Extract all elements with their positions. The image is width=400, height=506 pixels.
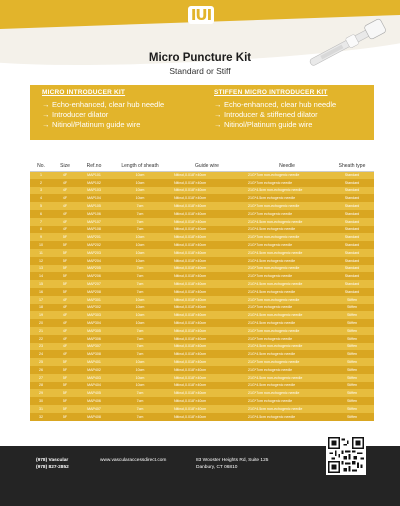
table-cell: MAP105 [78, 202, 110, 210]
table-cell: 5F [52, 405, 78, 413]
column-header: Ref.no [78, 162, 110, 171]
table-cell: MAP208 [78, 288, 110, 296]
table-cell: Standard [330, 280, 374, 288]
table-cell: MAP305 [78, 327, 110, 335]
table-cell: MAP103 [78, 187, 110, 195]
table-cell: Nitinol,0.018"×40cm [170, 389, 244, 397]
table-cell: Standard [330, 210, 374, 218]
table-cell: 9 [30, 233, 52, 241]
table-cell: 10cm [110, 304, 170, 312]
kit-heading: MICRO INTRODUCER KIT [42, 89, 126, 96]
table-cell: Nitinol,0.018"×40cm [170, 187, 244, 195]
table-row [30, 311, 374, 319]
table-cell: 8 [30, 226, 52, 234]
table-cell: Stiffen [330, 366, 374, 374]
arrow-right-icon: → [42, 100, 50, 109]
table-cell: 21G*7cm echogenic needle [244, 366, 330, 374]
table-cell: 21G*4.5cm echogenic needle [244, 226, 330, 234]
table-cell: 21G*4.5cm non-echogenic needle [244, 311, 330, 319]
table-cell: Nitinol,0.018"×40cm [170, 335, 244, 343]
table-cell: 7cm [110, 335, 170, 343]
table-cell: Standard [330, 233, 374, 241]
table-cell: Stiffen [330, 389, 374, 397]
product-table [30, 162, 374, 421]
table-cell: 5F [52, 288, 78, 296]
table-cell: 14 [30, 272, 52, 280]
table-cell: 17 [30, 296, 52, 304]
table-cell: 7cm [110, 288, 170, 296]
table-cell: MAP101 [78, 171, 110, 179]
table-cell: 21G*4.5cm non-echogenic needle [244, 343, 330, 351]
table-cell: 6 [30, 210, 52, 218]
table-cell: 10cm [110, 187, 170, 195]
page-subtitle: Standard or Stiff [169, 66, 231, 76]
table-cell: MAP104 [78, 194, 110, 202]
table-cell: Stiffen [330, 304, 374, 312]
table-row [30, 265, 374, 273]
table-cell: 19 [30, 311, 52, 319]
table-row [30, 374, 374, 382]
table-row [30, 257, 374, 265]
table-cell: 10cm [110, 233, 170, 241]
table-cell: Stiffen [330, 350, 374, 358]
table-cell: 21G*7cm non-echogenic needle [244, 327, 330, 335]
table-cell: 7cm [110, 210, 170, 218]
table-cell: MAP301 [78, 296, 110, 304]
table-cell: 10cm [110, 194, 170, 202]
table-row [30, 366, 374, 374]
table-cell: 22 [30, 335, 52, 343]
table-cell: 7cm [110, 265, 170, 273]
table-cell: 21G*7cm non-echogenic needle [244, 265, 330, 273]
table-cell: Nitinol,0.018"×40cm [170, 218, 244, 226]
table-cell: 21G*7cm non-echogenic needle [244, 296, 330, 304]
kit-micro-introducer [30, 85, 202, 140]
table-row [30, 382, 374, 390]
table-cell: 21G*4.5cm echogenic needle [244, 350, 330, 358]
table-cell: 5F [52, 249, 78, 257]
table-cell: Stiffen [330, 343, 374, 351]
table-cell: 10cm [110, 366, 170, 374]
table-cell: 30 [30, 397, 52, 405]
table-cell: 4F [52, 218, 78, 226]
table-cell: 10cm [110, 241, 170, 249]
table-row [30, 343, 374, 351]
table-row [30, 397, 374, 405]
table-cell: 25 [30, 358, 52, 366]
table-cell: Nitinol,0.018"×40cm [170, 405, 244, 413]
table-cell: 10cm [110, 249, 170, 257]
footer-website-link[interactable]: www.vascularaccessdirect.com [100, 458, 167, 463]
table-cell: 18 [30, 304, 52, 312]
table-cell: Standard [330, 171, 374, 179]
table-cell: Stiffen [330, 319, 374, 327]
table-cell: 4F [52, 350, 78, 358]
table-cell: MAP108 [78, 226, 110, 234]
table-row [30, 226, 374, 234]
table-cell: Nitinol,0.018"×40cm [170, 319, 244, 327]
table-cell: MAP307 [78, 343, 110, 351]
table-cell: 5F [52, 358, 78, 366]
column-header: Needle [244, 162, 330, 171]
table-cell: 4 [30, 194, 52, 202]
brand-logo: IUI [188, 6, 214, 24]
table-cell: 4F [52, 194, 78, 202]
table-cell: Standard [330, 272, 374, 280]
table-cell: 10cm [110, 311, 170, 319]
table-cell: 4F [52, 296, 78, 304]
table-cell: 15 [30, 280, 52, 288]
table-cell: MAP203 [78, 249, 110, 257]
table-cell: 4F [52, 179, 78, 187]
table-cell: Nitinol,0.018"×40cm [170, 257, 244, 265]
footer-phone: (978) Vascular (978) 827-2852 [36, 458, 69, 470]
kit-feature: → Echo-enhanced, clear hub needle [42, 100, 165, 109]
kit-features-panel [30, 85, 374, 140]
arrow-right-icon: → [214, 110, 222, 119]
table-cell: 4F [52, 187, 78, 195]
table-cell: 10cm [110, 382, 170, 390]
column-header: Guide wire [170, 162, 244, 171]
table-cell: Standard [330, 218, 374, 226]
table-cell: 7cm [110, 280, 170, 288]
footer-address: 83 Wooster Heights Rd, Suite 125 Danbury, CT 06810 [196, 458, 269, 470]
table-cell: 21G*4.5cm non-echogenic needle [244, 374, 330, 382]
table-cell: MAP406 [78, 397, 110, 405]
table-cell: 13 [30, 265, 52, 273]
table-cell: Stiffen [330, 374, 374, 382]
table-cell: 5F [52, 374, 78, 382]
table-cell: Nitinol,0.018"×40cm [170, 288, 244, 296]
table-cell: Nitinol,0.018"×40cm [170, 226, 244, 234]
table-cell: MAP207 [78, 280, 110, 288]
column-header: No. [30, 162, 52, 171]
table-cell: 21G*7cm echogenic needle [244, 304, 330, 312]
table-cell: 12 [30, 257, 52, 265]
table-cell: 2 [30, 179, 52, 187]
table-cell: 10cm [110, 374, 170, 382]
table-row [30, 288, 374, 296]
arrow-right-icon: → [214, 120, 222, 129]
table-cell: 10cm [110, 319, 170, 327]
table-cell: 28 [30, 382, 52, 390]
table-cell: 27 [30, 374, 52, 382]
table-cell: MAP202 [78, 241, 110, 249]
table-row [30, 280, 374, 288]
table-cell: 21G*7cm non-echogenic needle [244, 171, 330, 179]
table-cell: MAP205 [78, 265, 110, 273]
table-cell: 5F [52, 241, 78, 249]
table-row [30, 350, 374, 358]
table-cell: 21G*7cm non-echogenic needle [244, 233, 330, 241]
table-cell: 7cm [110, 389, 170, 397]
table-cell: 21G*4.5cm non-echogenic needle [244, 280, 330, 288]
table-cell: Nitinol,0.018"×40cm [170, 202, 244, 210]
table-cell: 5F [52, 280, 78, 288]
table-cell: 21G*4.5cm echogenic needle [244, 194, 330, 202]
table-cell: 21G*4.5cm echogenic needle [244, 288, 330, 296]
table-row [30, 210, 374, 218]
table-cell: 21G*4.5cm non-echogenic needle [244, 249, 330, 257]
table-cell: MAP304 [78, 319, 110, 327]
table-cell: Nitinol,0.018"×40cm [170, 382, 244, 390]
table-cell: Stiffen [330, 405, 374, 413]
kit-feature: → Introducer & stiffened dilator [214, 110, 318, 119]
table-cell: 7cm [110, 272, 170, 280]
table-cell: 7cm [110, 202, 170, 210]
table-cell: Nitinol,0.018"×40cm [170, 311, 244, 319]
table-cell: MAP405 [78, 389, 110, 397]
table-cell: 5F [52, 233, 78, 241]
table-row [30, 304, 374, 312]
table-cell: 21G*7cm echogenic needle [244, 272, 330, 280]
table-cell: 7cm [110, 327, 170, 335]
table-cell: 11 [30, 249, 52, 257]
table-cell: Nitinol,0.018"×40cm [170, 413, 244, 421]
table-cell: Nitinol,0.018"×40cm [170, 343, 244, 351]
table-cell: 21G*4.5cm echogenic needle [244, 382, 330, 390]
table-cell: Standard [330, 288, 374, 296]
table-cell: Nitinol,0.018"×40cm [170, 296, 244, 304]
table-cell: Nitinol,0.018"×40cm [170, 374, 244, 382]
table-cell: Standard [330, 202, 374, 210]
table-cell: 10cm [110, 358, 170, 366]
table-cell: 1 [30, 171, 52, 179]
table-cell: 21G*7cm echogenic needle [244, 397, 330, 405]
table-cell: MAP308 [78, 350, 110, 358]
table-cell: 5F [52, 366, 78, 374]
table-cell: MAP404 [78, 382, 110, 390]
table-cell: 21G*7cm echogenic needle [244, 179, 330, 187]
table-cell: MAP403 [78, 374, 110, 382]
table-cell: 7 [30, 218, 52, 226]
table-row [30, 187, 374, 195]
table-cell: Standard [330, 179, 374, 187]
table-row [30, 202, 374, 210]
table-row [30, 249, 374, 257]
table-cell: 4F [52, 210, 78, 218]
table-cell: 7cm [110, 343, 170, 351]
table-cell: 7cm [110, 218, 170, 226]
table-cell: 21 [30, 327, 52, 335]
table-cell: Stiffen [330, 413, 374, 421]
table-cell: Nitinol,0.018"×40cm [170, 171, 244, 179]
table-row [30, 218, 374, 226]
table-header-row [30, 162, 374, 171]
table-cell: Standard [330, 187, 374, 195]
table-cell: Nitinol,0.018"×40cm [170, 280, 244, 288]
table-cell: 31 [30, 405, 52, 413]
table-cell: Stiffen [330, 311, 374, 319]
table-cell: 5F [52, 272, 78, 280]
table-cell: 4F [52, 304, 78, 312]
table-row [30, 358, 374, 366]
table-row [30, 241, 374, 249]
table-cell: Stiffen [330, 327, 374, 335]
table-cell: 7cm [110, 413, 170, 421]
table-cell: 4F [52, 335, 78, 343]
table-row [30, 272, 374, 280]
table-cell: 10cm [110, 179, 170, 187]
table-cell: 21G*7cm non-echogenic needle [244, 389, 330, 397]
table-row [30, 319, 374, 327]
table-cell: Standard [330, 194, 374, 202]
table-cell: Stiffen [330, 358, 374, 366]
kit-heading: STIFFEN MICRO INTRODUCER KIT [214, 89, 328, 96]
table-cell: 21G*4.5cm echogenic needle [244, 319, 330, 327]
table-cell: Standard [330, 257, 374, 265]
table-row [30, 179, 374, 187]
table-cell: MAP303 [78, 311, 110, 319]
table-cell: 3 [30, 187, 52, 195]
table-cell: Stiffen [330, 296, 374, 304]
table-cell: 5F [52, 389, 78, 397]
table-cell: 21G*7cm echogenic needle [244, 210, 330, 218]
table-cell: 24 [30, 350, 52, 358]
table-cell: Nitinol,0.018"×40cm [170, 366, 244, 374]
table-cell: MAP302 [78, 304, 110, 312]
qr-code-icon[interactable] [326, 435, 366, 475]
table-cell: 21G*7cm echogenic needle [244, 241, 330, 249]
table-cell: 29 [30, 389, 52, 397]
table-cell: 4F [52, 311, 78, 319]
table-cell: 7cm [110, 226, 170, 234]
table-cell: Nitinol,0.018"×40cm [170, 272, 244, 280]
page-title: Micro Puncture Kit [148, 52, 252, 64]
table-cell: MAP408 [78, 413, 110, 421]
column-header: Size [52, 162, 78, 171]
table-cell: 7cm [110, 405, 170, 413]
table-cell: 7cm [110, 397, 170, 405]
table-cell: 4F [52, 171, 78, 179]
table-cell: 10cm [110, 171, 170, 179]
kit-feature: → Nitinol/Platinum guide wire [214, 120, 313, 129]
table-cell: 21G*7cm non-echogenic needle [244, 358, 330, 366]
table-cell: MAP102 [78, 179, 110, 187]
table-row [30, 296, 374, 304]
table-row [30, 194, 374, 202]
table-cell: Nitinol,0.018"×40cm [170, 194, 244, 202]
table-cell: 4F [52, 202, 78, 210]
table-cell: Nitinol,0.018"×40cm [170, 179, 244, 187]
table-cell: 21G*4.5cm echogenic needle [244, 257, 330, 265]
table-cell: 21G*4.5cm non-echogenic needle [244, 218, 330, 226]
table-cell: MAP106 [78, 210, 110, 218]
table-cell: 21G*7cm non-echogenic needle [244, 202, 330, 210]
table-cell: 4F [52, 319, 78, 327]
table-cell: 32 [30, 413, 52, 421]
table-row [30, 389, 374, 397]
table-cell: 20 [30, 319, 52, 327]
table-cell: Standard [330, 241, 374, 249]
table-cell: 26 [30, 366, 52, 374]
table-cell: MAP107 [78, 218, 110, 226]
table-cell: Stiffen [330, 335, 374, 343]
table-cell: Stiffen [330, 382, 374, 390]
table-cell: Nitinol,0.018"×40cm [170, 210, 244, 218]
table-cell: MAP204 [78, 257, 110, 265]
table-row [30, 335, 374, 343]
table-row [30, 171, 374, 179]
table-cell: Standard [330, 265, 374, 273]
table-cell: Nitinol,0.018"×40cm [170, 249, 244, 257]
arrow-right-icon: → [214, 100, 222, 109]
table-cell: MAP206 [78, 272, 110, 280]
table-cell: MAP401 [78, 358, 110, 366]
table-cell: MAP201 [78, 233, 110, 241]
kit-feature: → Echo-enhanced, clear hub needle [214, 100, 337, 109]
table-cell: 10cm [110, 257, 170, 265]
table-cell: 5F [52, 413, 78, 421]
table-cell: 5 [30, 202, 52, 210]
device-illustration-icon [300, 14, 396, 74]
table-cell: MAP407 [78, 405, 110, 413]
table-cell: 5F [52, 382, 78, 390]
table-row [30, 327, 374, 335]
table-cell: Nitinol,0.018"×40cm [170, 241, 244, 249]
column-header: Sheath type [330, 162, 374, 171]
table-cell: Nitinol,0.018"×40cm [170, 265, 244, 273]
table-row [30, 413, 374, 421]
table-cell: Nitinol,0.018"×40cm [170, 327, 244, 335]
table-cell: MAP402 [78, 366, 110, 374]
table-cell: Nitinol,0.018"×40cm [170, 233, 244, 241]
table-cell: 5F [52, 265, 78, 273]
table-cell: 16 [30, 288, 52, 296]
arrow-right-icon: → [42, 120, 50, 129]
table-cell: Nitinol,0.018"×40cm [170, 304, 244, 312]
table-cell: Nitinol,0.018"×40cm [170, 397, 244, 405]
column-header: Length of sheath [110, 162, 170, 171]
table-cell: 23 [30, 343, 52, 351]
table-cell: Stiffen [330, 397, 374, 405]
table-cell: 10cm [110, 296, 170, 304]
table-cell: MAP306 [78, 335, 110, 343]
table-cell: 5F [52, 257, 78, 265]
table-cell: 4F [52, 327, 78, 335]
table-cell: 7cm [110, 350, 170, 358]
table-cell: 10 [30, 241, 52, 249]
table-cell: 21G*7cm echogenic needle [244, 335, 330, 343]
table-row [30, 233, 374, 241]
table-cell: 21G*4.5cm non-echogenic needle [244, 187, 330, 195]
table-row [30, 405, 374, 413]
kit-stiffen-micro-introducer [202, 85, 374, 140]
table-cell: Standard [330, 226, 374, 234]
table-cell: 21G*4.5cm non-echogenic needle [244, 405, 330, 413]
table-cell: 21G*4.5cm echogenic needle [244, 413, 330, 421]
table-cell: Nitinol,0.018"×40cm [170, 350, 244, 358]
table-cell: 4F [52, 343, 78, 351]
kit-feature: → Introducer dilator [42, 110, 109, 119]
table-cell: 5F [52, 397, 78, 405]
table-cell: Standard [330, 249, 374, 257]
table-cell: 4F [52, 226, 78, 234]
arrow-right-icon: → [42, 110, 50, 119]
table-cell: Nitinol,0.018"×40cm [170, 358, 244, 366]
kit-feature: → Nitinol/Platinum guide wire [42, 120, 141, 129]
